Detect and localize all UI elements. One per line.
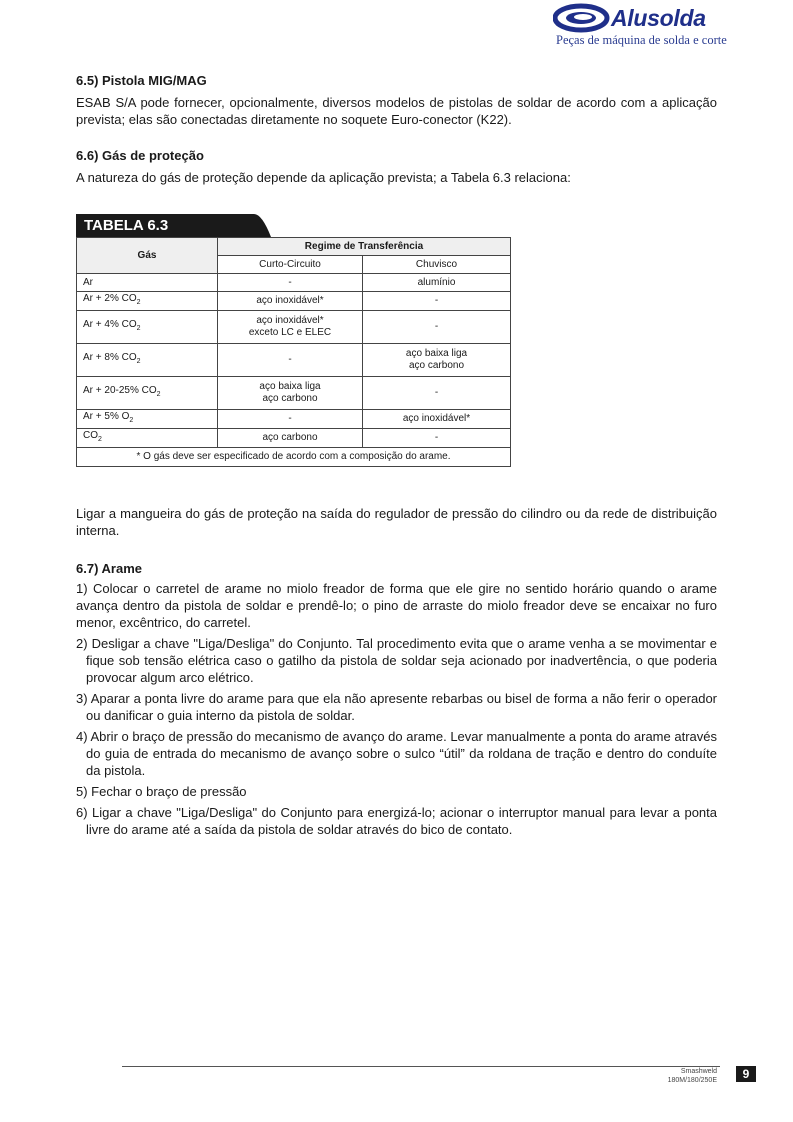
footer-model-variants: 180M/180/250E (667, 1077, 717, 1084)
alusolda-logo (553, 2, 733, 50)
list-item: 2) Desligar a chave "Liga/Desliga" do Conjunto. Tal procedimento evita que o arame venha a se movimentar e fique sob tensão elétrica caso o gatilho da pistola de soldar seja acionado por inadvertência, o que poderia provocar algum arco elétrico. (76, 636, 717, 685)
section-heading: 6.7) Arame (76, 561, 142, 576)
gas-subscript: 2 (129, 417, 134, 424)
table-cell-curto-circuito: aço inoxidável* (218, 292, 363, 311)
table-cell-curto-circuito: aço baixa liga aço carbono (218, 377, 363, 410)
table-cell-gas (77, 311, 218, 344)
table-row (77, 274, 511, 292)
section-6-7 (76, 561, 717, 838)
table-cell-curto-circuito: aço inoxidável* exceto LC e ELEC (218, 311, 363, 344)
section-heading: 6.6) Gás de proteção (76, 148, 204, 163)
gas-name: Ar + 20-25% CO (83, 385, 157, 396)
list-item: 3) Aparar a ponta livre do arame para que ela não apresente rebarbas ou bisel de forma a não ferir o operador ou danificar o guia interno da pistola de soldar. (76, 691, 717, 723)
footer-divider (122, 1066, 720, 1067)
logo-swoosh-icon (553, 3, 613, 33)
table-cell-gas (77, 292, 218, 311)
logo-tagline: Peças de máquina de solda e corte (556, 33, 727, 47)
list-item: 1) Colocar o carretel de arame no miolo freador de forma que ele gire no sentido horário quando o arame avança dentro da pistola de soldar e prendê-lo; o pino de arraste do miolo freador deve se encaixar no furo menor, excêntrico, do carretel. (76, 581, 717, 630)
table-cell-gas (77, 344, 218, 377)
logo-brand: Alusolda (611, 5, 706, 31)
gas-subscript: 2 (98, 436, 102, 443)
table-row (77, 292, 511, 311)
table-subheader: Chuvisco (363, 256, 511, 274)
table-row (77, 311, 511, 344)
list-item: 4) Abrir o braço de pressão do mecanismo de avanço do arame. Levar manualmente a ponta do arame através do guia de entrada do mecanismo de avanço sobre o sulco “útil” da roldana de tração e dentro do conduíte da pistola. (76, 729, 717, 778)
section-heading: 6.5) Pistola MIG/MAG (76, 73, 207, 88)
table-cell-curto-circuito: aço carbono (218, 429, 363, 448)
table-cell-gas (77, 410, 218, 429)
table-row (77, 377, 511, 410)
gas-name: Ar + 4% CO (83, 319, 137, 330)
table-cell-gas (77, 429, 218, 448)
table-title-tab (76, 214, 271, 237)
gas-subscript: 2 (136, 325, 141, 332)
table-header-gas: Gás (77, 238, 218, 274)
page-content (76, 73, 717, 842)
gas-name: Ar + 8% CO (83, 352, 137, 363)
table-row (77, 429, 511, 448)
table-header-regime: Regime de Transferência (218, 238, 511, 256)
table-footnote: * O gás deve ser especificado de acordo com a composição do arame. (77, 448, 511, 467)
gas-name: CO (83, 430, 98, 441)
table-title: TABELA 6.3 (84, 217, 169, 234)
table-cell-chuvisco: aço baixa liga aço carbono (363, 344, 511, 377)
table-cell-chuvisco: - (363, 429, 511, 448)
list-item: 5) Fechar o braço de pressão (76, 784, 247, 799)
page-number: 9 (736, 1066, 756, 1082)
table-cell-curto-circuito: - (218, 274, 363, 292)
section-body: A natureza do gás de proteção depende da aplicação prevista; a Tabela 6.3 relaciona: (76, 170, 571, 185)
table-cell-chuvisco: alumínio (363, 274, 511, 292)
table-cell-chuvisco: aço inoxidável* (363, 410, 511, 429)
gas-subscript: 2 (136, 299, 141, 306)
table-6-3 (76, 214, 511, 467)
section-body: ESAB S/A pode fornecer, opcionalmente, diversos modelos de pistolas de soldar de acordo com a aplicação prevista; elas são conectadas diretamente no soquete Euro-conector (K22). (76, 95, 717, 127)
list-item: 6) Ligar a chave "Liga/Desliga" do Conjunto para energizá-lo; acionar o interruptor manual para levar a ponta livre do arame até a saída da pistola de soldar através do bico de contato. (76, 805, 717, 837)
table-body (77, 274, 511, 448)
gas-subscript: 2 (156, 391, 161, 398)
table-cell-chuvisco: - (363, 292, 511, 311)
footer-model (655, 1067, 717, 1085)
section-6-5 (76, 73, 717, 128)
table-subheader: Curto-Circuito (218, 256, 363, 274)
table-cell-curto-circuito: - (218, 410, 363, 429)
table-cell-chuvisco: - (363, 377, 511, 410)
table-row (77, 344, 511, 377)
table-cell-gas (77, 274, 218, 292)
table-cell-gas (77, 377, 218, 410)
gas-subscript: 2 (136, 358, 141, 365)
gas-name: Ar + 2% CO (83, 293, 137, 304)
gas-name: Ar (83, 276, 93, 288)
section-6-6 (76, 148, 717, 539)
table-cell-curto-circuito: - (218, 344, 363, 377)
footer-model-name: Smashweld (680, 1068, 717, 1075)
table-row (77, 410, 511, 429)
section-body-after-table: Ligar a mangueira do gás de proteção na saída do regulador de pressão do cilindro ou da rede de distribuição interna. (76, 506, 717, 538)
table-cell-chuvisco: - (363, 311, 511, 344)
gas-table (76, 237, 511, 467)
gas-name: Ar + 5% O (83, 411, 130, 422)
